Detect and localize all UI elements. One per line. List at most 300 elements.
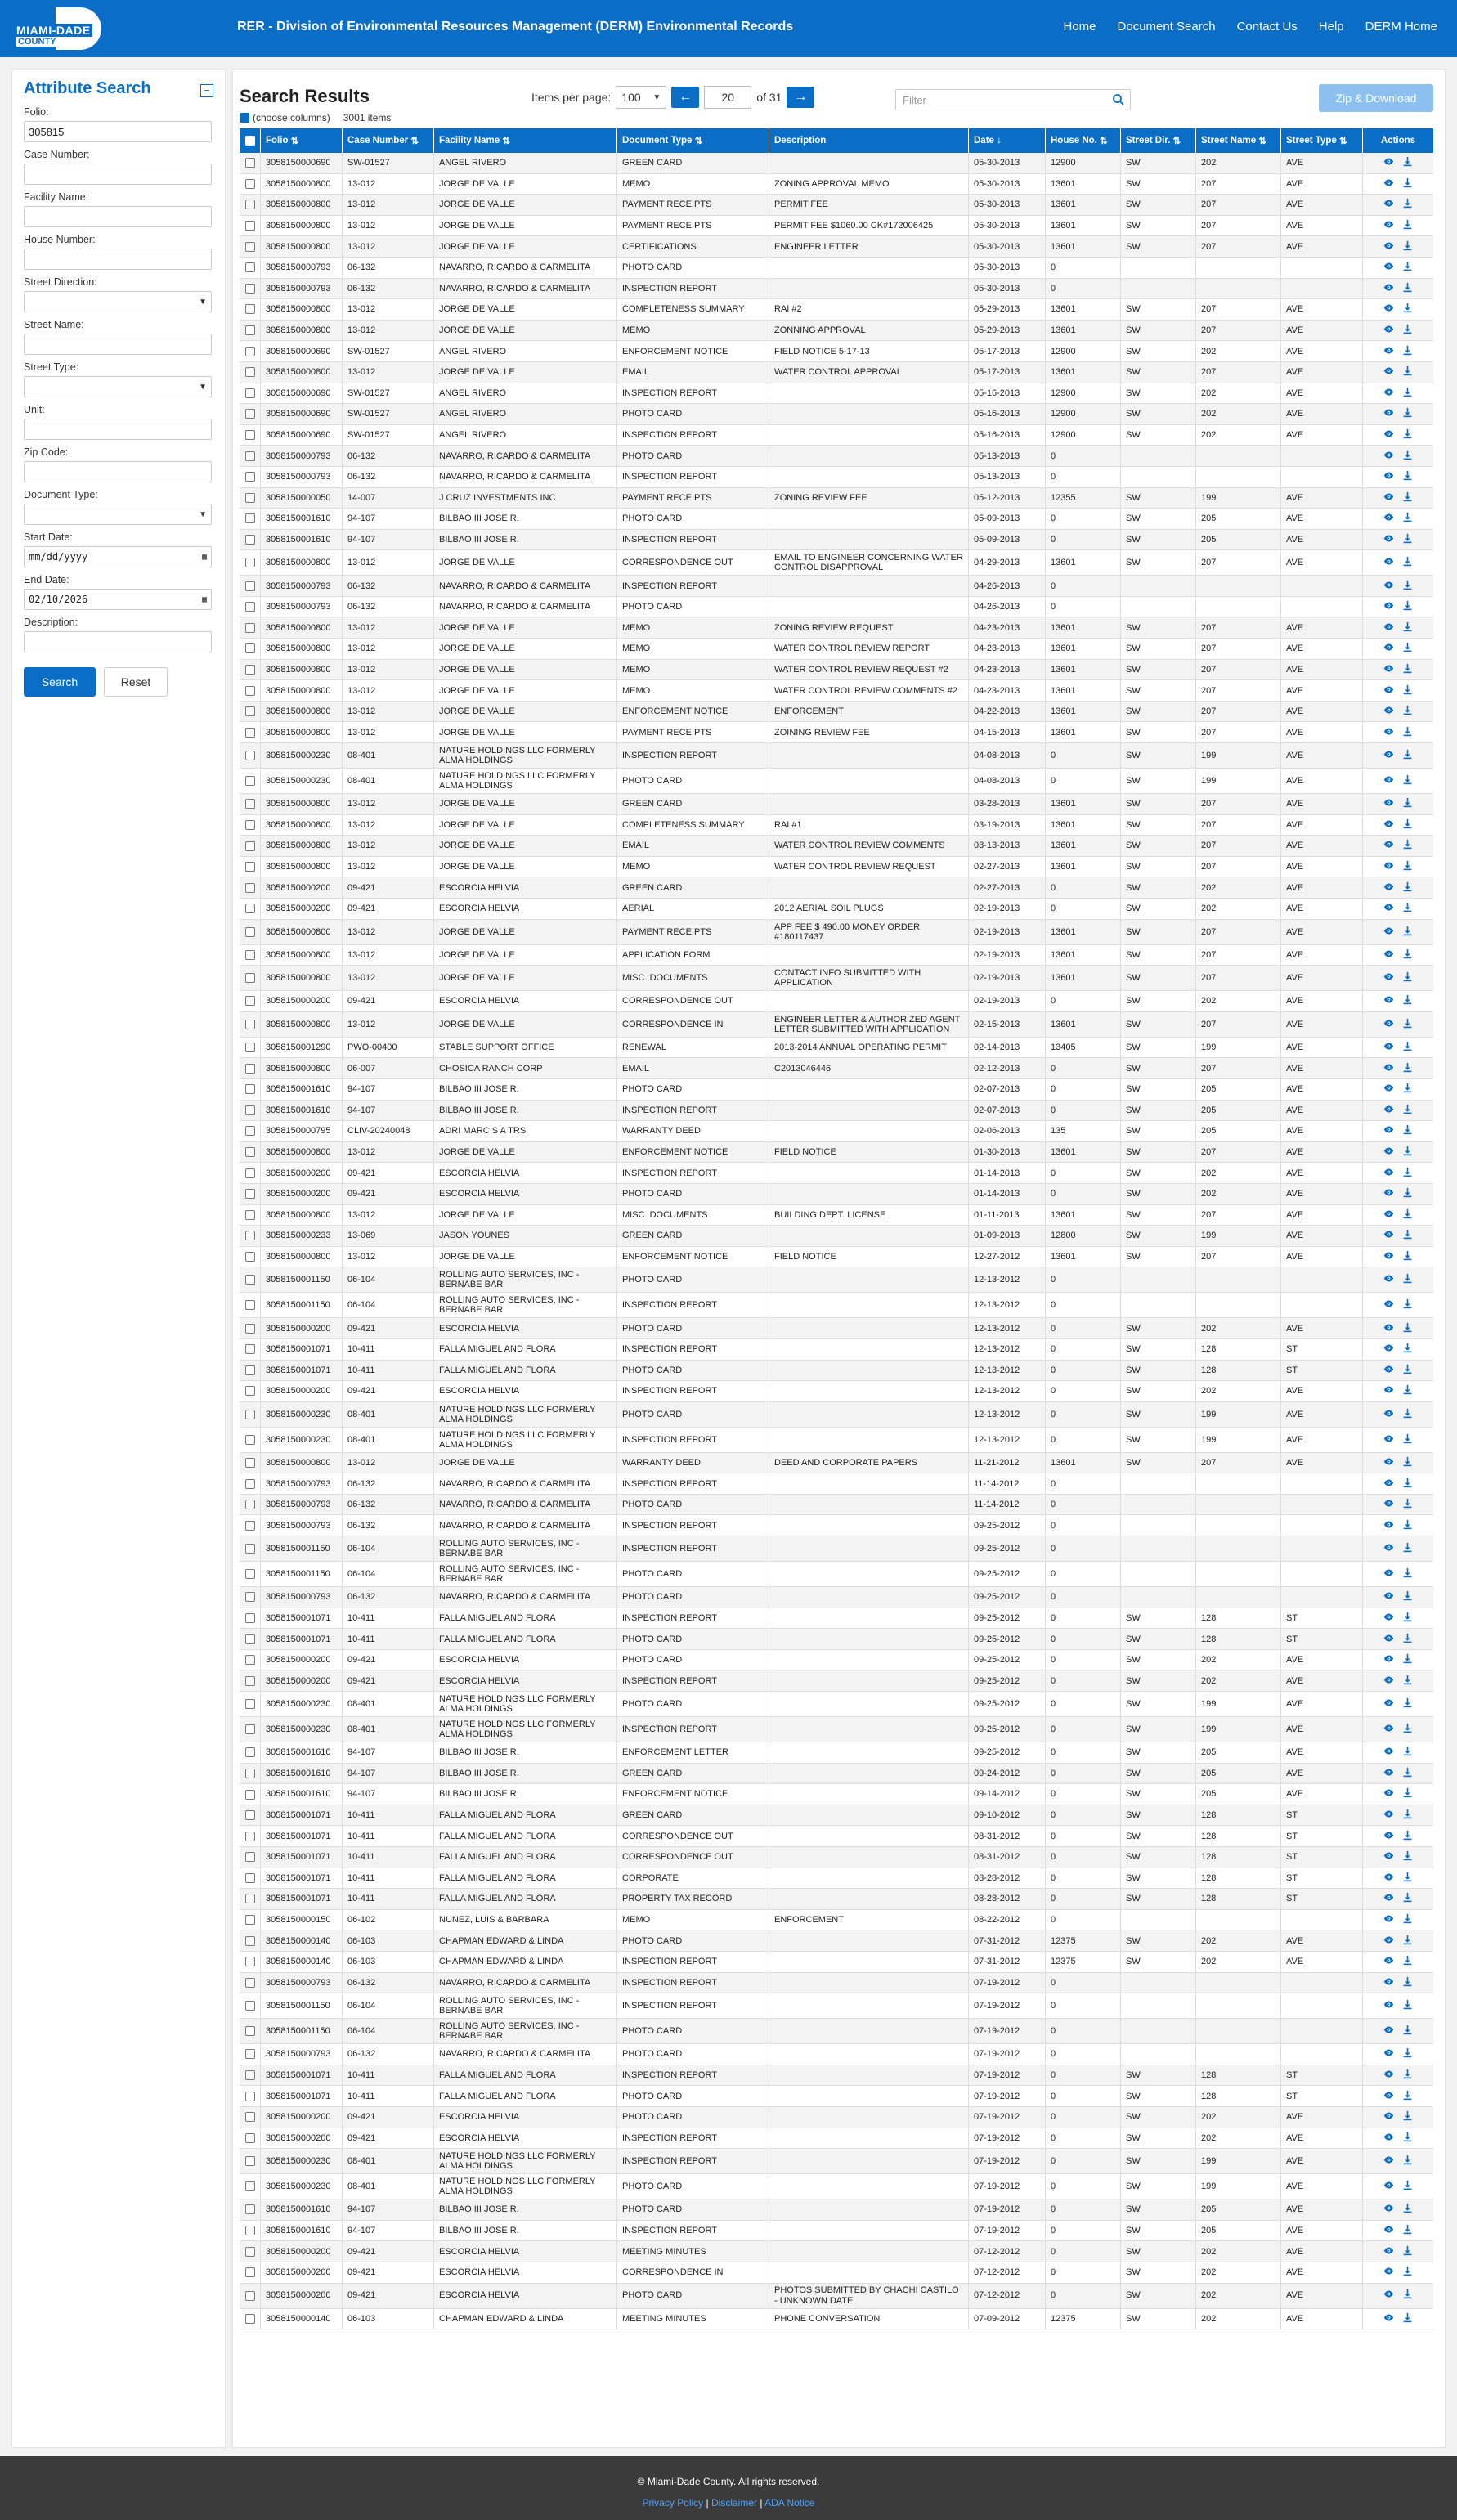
download-icon[interactable] <box>1402 261 1413 274</box>
row-checkbox[interactable] <box>240 945 261 966</box>
download-icon[interactable] <box>1402 1872 1413 1885</box>
row-checkbox[interactable] <box>240 1650 261 1670</box>
row-checkbox[interactable] <box>240 1402 261 1427</box>
row-checkbox[interactable] <box>240 1629 261 1649</box>
row-checkbox[interactable] <box>240 195 261 215</box>
download-icon[interactable] <box>1402 926 1413 939</box>
view-icon[interactable] <box>1383 177 1394 191</box>
col-document-type[interactable]: Document Type ⇅ <box>617 128 769 153</box>
row-checkbox[interactable] <box>240 1562 261 1586</box>
view-icon[interactable] <box>1383 1697 1394 1711</box>
view-icon[interactable] <box>1383 1456 1394 1469</box>
download-icon[interactable] <box>1402 2203 1413 2216</box>
row-checkbox[interactable] <box>240 1012 261 1037</box>
row-checkbox[interactable] <box>240 1184 261 1204</box>
row-checkbox[interactable] <box>240 1910 261 1930</box>
calendar-icon[interactable]: ▦ <box>201 594 207 604</box>
download-icon[interactable] <box>1402 345 1413 358</box>
row-checkbox[interactable] <box>240 383 261 404</box>
row-checkbox[interactable] <box>240 2107 261 2128</box>
search-button[interactable]: Search <box>24 667 96 697</box>
row-checkbox[interactable] <box>240 1267 261 1292</box>
row-checkbox[interactable] <box>240 1868 261 1889</box>
download-icon[interactable] <box>1402 684 1413 697</box>
row-checkbox[interactable] <box>240 341 261 361</box>
view-icon[interactable] <box>1383 797 1394 810</box>
row-checkbox[interactable] <box>240 279 261 299</box>
view-icon[interactable] <box>1383 1146 1394 1159</box>
nav-document-search[interactable]: Document Search <box>1117 20 1216 34</box>
view-icon[interactable] <box>1383 2025 1394 2038</box>
row-checkbox[interactable] <box>240 1515 261 1536</box>
view-icon[interactable] <box>1383 2245 1394 2258</box>
download-icon[interactable] <box>1402 2110 1413 2123</box>
view-icon[interactable] <box>1383 1408 1394 1421</box>
row-checkbox[interactable] <box>240 2149 261 2173</box>
view-icon[interactable] <box>1383 1612 1394 1625</box>
row-checkbox[interactable] <box>240 2221 261 2241</box>
view-icon[interactable] <box>1383 1767 1394 1780</box>
view-icon[interactable] <box>1383 1542 1394 1555</box>
view-icon[interactable] <box>1383 600 1394 613</box>
row-checkbox[interactable] <box>240 966 261 990</box>
view-icon[interactable] <box>1383 324 1394 337</box>
download-icon[interactable] <box>1402 240 1413 253</box>
download-icon[interactable] <box>1402 1767 1413 1780</box>
view-icon[interactable] <box>1383 1653 1394 1666</box>
row-checkbox[interactable] <box>240 1764 261 1784</box>
view-icon[interactable] <box>1383 1229 1394 1242</box>
download-icon[interactable] <box>1402 1830 1413 1843</box>
row-checkbox[interactable] <box>240 899 261 919</box>
download-icon[interactable] <box>1402 1519 1413 1532</box>
view-icon[interactable] <box>1383 1809 1394 1822</box>
page-number-input[interactable]: 20 <box>704 86 751 109</box>
download-icon[interactable] <box>1402 156 1413 169</box>
row-checkbox[interactable] <box>240 2065 261 2086</box>
row-checkbox[interactable] <box>240 1101 261 1121</box>
view-icon[interactable] <box>1383 1850 1394 1863</box>
download-icon[interactable] <box>1402 642 1413 655</box>
view-icon[interactable] <box>1383 1250 1394 1263</box>
download-icon[interactable] <box>1402 749 1413 762</box>
download-icon[interactable] <box>1402 1850 1413 1863</box>
row-checkbox[interactable] <box>240 597 261 617</box>
download-icon[interactable] <box>1402 1567 1413 1581</box>
download-icon[interactable] <box>1402 1250 1413 1263</box>
row-checkbox[interactable] <box>240 1608 261 1629</box>
select-all-checkbox[interactable] <box>240 128 261 153</box>
view-icon[interactable] <box>1383 2312 1394 2325</box>
view-icon[interactable] <box>1383 1872 1394 1885</box>
row-checkbox[interactable] <box>240 236 261 257</box>
row-checkbox[interactable] <box>240 2128 261 2149</box>
download-icon[interactable] <box>1402 1498 1413 1511</box>
view-icon[interactable] <box>1383 839 1394 852</box>
download-icon[interactable] <box>1402 1298 1413 1312</box>
download-icon[interactable] <box>1402 1787 1413 1800</box>
row-checkbox[interactable] <box>240 530 261 550</box>
row-checkbox[interactable] <box>240 1381 261 1401</box>
view-icon[interactable] <box>1383 219 1394 232</box>
row-checkbox[interactable] <box>240 1428 261 1452</box>
row-checkbox[interactable] <box>240 815 261 836</box>
nav-help[interactable]: Help <box>1318 20 1344 34</box>
row-checkbox[interactable] <box>240 1973 261 1993</box>
download-icon[interactable] <box>1402 2155 1413 2168</box>
row-checkbox[interactable] <box>240 1038 261 1058</box>
download-icon[interactable] <box>1402 860 1413 873</box>
view-icon[interactable] <box>1383 1477 1394 1491</box>
row-checkbox[interactable] <box>240 660 261 680</box>
row-checkbox[interactable] <box>240 1930 261 1951</box>
view-icon[interactable] <box>1383 2132 1394 2145</box>
view-icon[interactable] <box>1383 1892 1394 1905</box>
download-icon[interactable] <box>1402 1083 1413 1096</box>
view-icon[interactable] <box>1383 2224 1394 2237</box>
row-checkbox[interactable] <box>240 836 261 856</box>
view-icon[interactable] <box>1383 1298 1394 1312</box>
view-icon[interactable] <box>1383 303 1394 316</box>
field-house-numberinput[interactable] <box>24 249 212 270</box>
row-checkbox[interactable] <box>240 153 261 173</box>
download-icon[interactable] <box>1402 948 1413 962</box>
view-icon[interactable] <box>1383 198 1394 211</box>
row-checkbox[interactable] <box>240 446 261 466</box>
view-icon[interactable] <box>1383 1208 1394 1222</box>
view-icon[interactable] <box>1383 512 1394 525</box>
download-icon[interactable] <box>1402 1433 1413 1446</box>
col-facility-name[interactable]: Facility Name ⇅ <box>434 128 617 153</box>
row-checkbox[interactable] <box>240 2284 261 2308</box>
view-icon[interactable] <box>1383 726 1394 739</box>
download-icon[interactable] <box>1402 2289 1413 2302</box>
view-icon[interactable] <box>1383 1999 1394 2012</box>
view-icon[interactable] <box>1383 1633 1394 1646</box>
download-icon[interactable] <box>1402 1167 1413 1180</box>
download-icon[interactable] <box>1402 705 1413 718</box>
view-icon[interactable] <box>1383 2266 1394 2279</box>
download-icon[interactable] <box>1402 324 1413 337</box>
row-checkbox[interactable] <box>240 1993 261 2018</box>
download-icon[interactable] <box>1402 1723 1413 1736</box>
collapse-icon[interactable]: − <box>200 84 213 97</box>
download-icon[interactable] <box>1402 1456 1413 1469</box>
view-icon[interactable] <box>1383 533 1394 546</box>
view-icon[interactable] <box>1383 1519 1394 1532</box>
filter-input[interactable] <box>895 89 1131 110</box>
row-checkbox[interactable] <box>240 1805 261 1826</box>
row-checkbox[interactable] <box>240 2044 261 2065</box>
choose-columns[interactable] <box>240 112 391 123</box>
view-icon[interactable] <box>1383 902 1394 915</box>
download-icon[interactable] <box>1402 428 1413 442</box>
row-checkbox[interactable] <box>240 743 261 768</box>
view-icon[interactable] <box>1383 948 1394 962</box>
row-checkbox[interactable] <box>240 467 261 487</box>
field-street-typeinput[interactable] <box>24 376 212 397</box>
view-icon[interactable] <box>1383 1746 1394 1759</box>
download-icon[interactable] <box>1402 219 1413 232</box>
download-icon[interactable] <box>1402 1062 1413 1075</box>
row-checkbox[interactable] <box>240 1142 261 1163</box>
prev-page-button[interactable]: ← <box>671 87 699 108</box>
row-checkbox[interactable] <box>240 258 261 278</box>
view-icon[interactable] <box>1383 1018 1394 1031</box>
row-checkbox[interactable] <box>240 174 261 195</box>
view-icon[interactable] <box>1383 365 1394 379</box>
download-icon[interactable] <box>1402 1208 1413 1222</box>
row-checkbox[interactable] <box>240 1784 261 1805</box>
download-icon[interactable] <box>1402 177 1413 191</box>
download-icon[interactable] <box>1402 1976 1413 1989</box>
row-checkbox[interactable] <box>240 1826 261 1846</box>
row-checkbox[interactable] <box>240 1587 261 1608</box>
view-icon[interactable] <box>1383 1167 1394 1180</box>
download-icon[interactable] <box>1402 407 1413 420</box>
row-checkbox[interactable] <box>240 1058 261 1078</box>
row-checkbox[interactable] <box>240 702 261 722</box>
download-icon[interactable] <box>1402 818 1413 832</box>
download-icon[interactable] <box>1402 971 1413 984</box>
view-icon[interactable] <box>1383 1433 1394 1446</box>
download-icon[interactable] <box>1402 2069 1413 2082</box>
download-icon[interactable] <box>1402 1542 1413 1555</box>
download-icon[interactable] <box>1402 450 1413 463</box>
download-icon[interactable] <box>1402 839 1413 852</box>
nav-contact-us[interactable]: Contact Us <box>1236 20 1298 34</box>
download-icon[interactable] <box>1402 621 1413 634</box>
download-icon[interactable] <box>1402 726 1413 739</box>
row-checkbox[interactable] <box>240 877 261 898</box>
nav-derm-home[interactable]: DERM Home <box>1365 20 1437 34</box>
row-checkbox[interactable] <box>240 1293 261 1317</box>
view-icon[interactable] <box>1383 470 1394 483</box>
view-icon[interactable] <box>1383 860 1394 873</box>
view-icon[interactable] <box>1383 1567 1394 1581</box>
download-icon[interactable] <box>1402 1322 1413 1335</box>
view-icon[interactable] <box>1383 1787 1394 1800</box>
download-icon[interactable] <box>1402 387 1413 400</box>
download-icon[interactable] <box>1402 1935 1413 1948</box>
row-checkbox[interactable] <box>240 299 261 320</box>
download-icon[interactable] <box>1402 1999 1413 2012</box>
row-checkbox[interactable] <box>240 2262 261 2283</box>
download-icon[interactable] <box>1402 1746 1413 1759</box>
row-checkbox[interactable] <box>240 550 261 575</box>
field-end-dateinput[interactable] <box>24 589 212 610</box>
download-icon[interactable] <box>1402 2266 1413 2279</box>
row-checkbox[interactable] <box>240 2241 261 2262</box>
view-icon[interactable] <box>1383 1590 1394 1603</box>
row-checkbox[interactable] <box>240 1121 261 1141</box>
view-icon[interactable] <box>1383 881 1394 895</box>
view-icon[interactable] <box>1383 994 1394 1007</box>
row-checkbox[interactable] <box>240 509 261 529</box>
nav-home[interactable]: Home <box>1063 20 1096 34</box>
download-icon[interactable] <box>1402 1343 1413 1356</box>
view-icon[interactable] <box>1383 971 1394 984</box>
download-icon[interactable] <box>1402 303 1413 316</box>
row-checkbox[interactable] <box>240 991 261 1011</box>
download-icon[interactable] <box>1402 2312 1413 2325</box>
items-per-page-select[interactable] <box>616 86 666 109</box>
download-icon[interactable] <box>1402 2025 1413 2038</box>
row-checkbox[interactable] <box>240 769 261 793</box>
row-checkbox[interactable] <box>240 1495 261 1515</box>
download-icon[interactable] <box>1402 2245 1413 2258</box>
field-case-numberinput[interactable] <box>24 164 212 185</box>
download-icon[interactable] <box>1402 1633 1413 1646</box>
view-icon[interactable] <box>1383 642 1394 655</box>
view-icon[interactable] <box>1383 1041 1394 1054</box>
view-icon[interactable] <box>1383 1343 1394 1356</box>
field-document-typeinput[interactable] <box>24 504 212 525</box>
download-icon[interactable] <box>1402 1809 1413 1822</box>
view-icon[interactable] <box>1383 261 1394 274</box>
view-icon[interactable] <box>1383 2110 1394 2123</box>
disclaimer-link[interactable]: Disclaimer <box>711 2497 757 2509</box>
download-icon[interactable] <box>1402 1364 1413 1377</box>
view-icon[interactable] <box>1383 2090 1394 2103</box>
row-checkbox[interactable] <box>240 1318 261 1338</box>
download-icon[interactable] <box>1402 2047 1413 2060</box>
row-checkbox[interactable] <box>240 362 261 383</box>
row-checkbox[interactable] <box>240 1536 261 1561</box>
row-checkbox[interactable] <box>240 488 261 509</box>
row-checkbox[interactable] <box>240 1163 261 1183</box>
download-icon[interactable] <box>1402 365 1413 379</box>
view-icon[interactable] <box>1383 1104 1394 1117</box>
row-checkbox[interactable] <box>240 639 261 659</box>
view-icon[interactable] <box>1383 428 1394 442</box>
ada-notice-link[interactable]: ADA Notice <box>764 2497 815 2509</box>
view-icon[interactable] <box>1383 1187 1394 1200</box>
view-icon[interactable] <box>1383 240 1394 253</box>
row-checkbox[interactable] <box>240 1847 261 1868</box>
download-icon[interactable] <box>1402 1146 1413 1159</box>
download-icon[interactable] <box>1402 1273 1413 1286</box>
col-folio[interactable]: Folio ⇅ <box>261 128 343 153</box>
download-icon[interactable] <box>1402 1384 1413 1397</box>
download-icon[interactable] <box>1402 1124 1413 1137</box>
field-start-dateinput[interactable] <box>24 546 212 567</box>
download-icon[interactable] <box>1402 663 1413 676</box>
row-checkbox[interactable] <box>240 722 261 742</box>
row-checkbox[interactable] <box>240 1226 261 1246</box>
view-icon[interactable] <box>1383 1273 1394 1286</box>
view-icon[interactable] <box>1383 1498 1394 1511</box>
download-icon[interactable] <box>1402 1653 1413 1666</box>
col-case-number[interactable]: Case Number ⇅ <box>343 128 434 153</box>
row-checkbox[interactable] <box>240 576 261 596</box>
view-icon[interactable] <box>1383 1384 1394 1397</box>
download-icon[interactable] <box>1402 556 1413 569</box>
view-icon[interactable] <box>1383 2203 1394 2216</box>
row-checkbox[interactable] <box>240 1453 261 1473</box>
view-icon[interactable] <box>1383 749 1394 762</box>
download-icon[interactable] <box>1402 1104 1413 1117</box>
download-icon[interactable] <box>1402 1477 1413 1491</box>
col-street-dir[interactable]: Street Dir. ⇅ <box>1121 128 1196 153</box>
row-checkbox[interactable] <box>240 1473 261 1494</box>
download-icon[interactable] <box>1402 2090 1413 2103</box>
view-icon[interactable] <box>1383 1083 1394 1096</box>
field-unitinput[interactable] <box>24 419 212 440</box>
choose-columns-checkbox[interactable] <box>240 113 249 123</box>
row-checkbox[interactable] <box>240 2019 261 2043</box>
view-icon[interactable] <box>1383 345 1394 358</box>
reset-button[interactable]: Reset <box>104 667 168 697</box>
row-checkbox[interactable] <box>240 794 261 814</box>
col-house-no[interactable]: House No. ⇅ <box>1046 128 1121 153</box>
download-icon[interactable] <box>1402 1018 1413 1031</box>
row-checkbox[interactable] <box>240 2174 261 2199</box>
download-icon[interactable] <box>1402 580 1413 593</box>
row-checkbox[interactable] <box>240 1361 261 1381</box>
view-icon[interactable] <box>1383 1723 1394 1736</box>
row-checkbox[interactable] <box>240 1742 261 1763</box>
row-checkbox[interactable] <box>240 1079 261 1100</box>
view-icon[interactable] <box>1383 1830 1394 1843</box>
view-icon[interactable] <box>1383 2155 1394 2168</box>
view-icon[interactable] <box>1383 556 1394 569</box>
view-icon[interactable] <box>1383 1955 1394 1968</box>
view-icon[interactable] <box>1383 2069 1394 2082</box>
row-checkbox[interactable] <box>240 1670 261 1691</box>
row-checkbox[interactable] <box>240 1205 261 1226</box>
row-checkbox[interactable] <box>240 1247 261 1267</box>
row-checkbox[interactable] <box>240 1952 261 1972</box>
row-checkbox[interactable] <box>240 680 261 701</box>
view-icon[interactable] <box>1383 2289 1394 2302</box>
view-icon[interactable] <box>1383 1976 1394 1989</box>
row-checkbox[interactable] <box>240 920 261 944</box>
view-icon[interactable] <box>1383 156 1394 169</box>
row-checkbox[interactable] <box>240 425 261 446</box>
download-icon[interactable] <box>1402 1892 1413 1905</box>
col-street-name[interactable]: Street Name ⇅ <box>1196 128 1281 153</box>
row-checkbox[interactable] <box>240 1339 261 1360</box>
field-descriptioninput[interactable] <box>24 631 212 652</box>
view-icon[interactable] <box>1383 450 1394 463</box>
download-icon[interactable] <box>1402 1229 1413 1242</box>
calendar-icon[interactable]: ▦ <box>201 552 207 562</box>
field-zip-codeinput[interactable] <box>24 461 212 482</box>
col-description[interactable]: Description <box>769 128 969 153</box>
download-icon[interactable] <box>1402 470 1413 483</box>
county-logo[interactable] <box>13 7 103 50</box>
row-checkbox[interactable] <box>240 617 261 638</box>
field-facility-nameinput[interactable] <box>24 206 212 227</box>
download-icon[interactable] <box>1402 600 1413 613</box>
view-icon[interactable] <box>1383 282 1394 295</box>
privacy-policy-link[interactable]: Privacy Policy <box>642 2497 704 2509</box>
view-icon[interactable] <box>1383 1062 1394 1075</box>
download-icon[interactable] <box>1402 1187 1413 1200</box>
download-icon[interactable] <box>1402 1955 1413 1968</box>
view-icon[interactable] <box>1383 818 1394 832</box>
row-checkbox[interactable] <box>240 2199 261 2220</box>
view-icon[interactable] <box>1383 491 1394 504</box>
download-icon[interactable] <box>1402 994 1413 1007</box>
next-page-button[interactable]: → <box>787 87 814 108</box>
view-icon[interactable] <box>1383 926 1394 939</box>
download-icon[interactable] <box>1402 881 1413 895</box>
download-icon[interactable] <box>1402 1697 1413 1711</box>
download-icon[interactable] <box>1402 1408 1413 1421</box>
download-icon[interactable] <box>1402 1675 1413 1688</box>
